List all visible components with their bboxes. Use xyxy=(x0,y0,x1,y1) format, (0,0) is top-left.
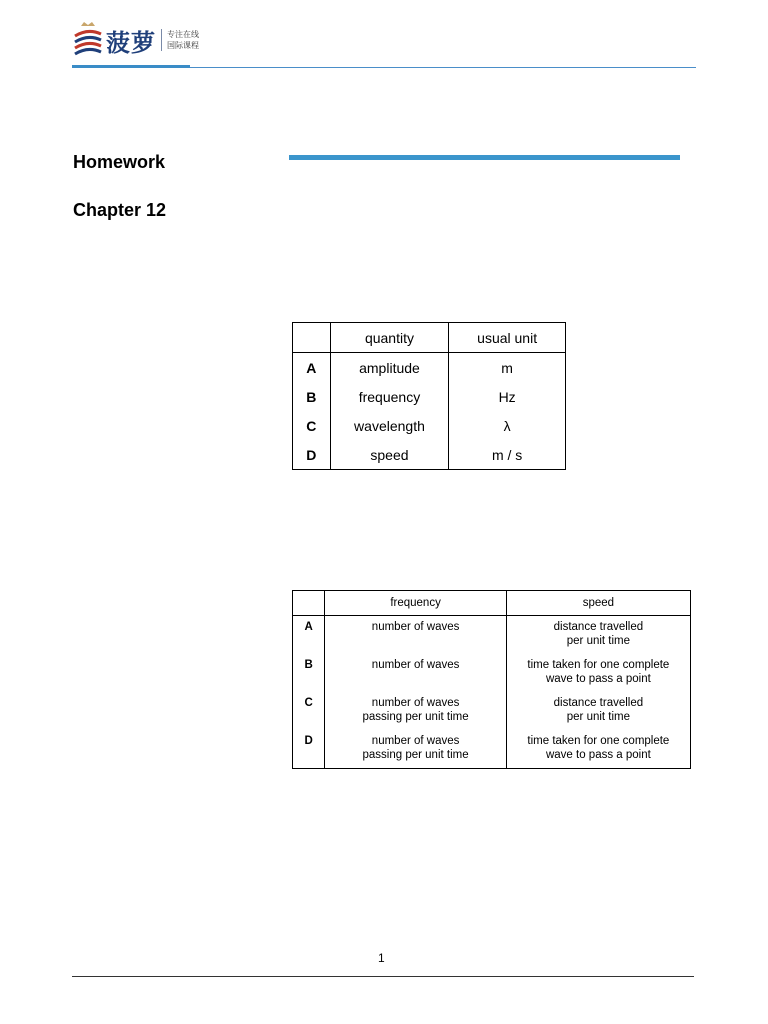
table-row xyxy=(293,730,691,769)
option-letter: A xyxy=(293,616,325,655)
table-header-cell: usual unit xyxy=(449,323,566,353)
speed-cell xyxy=(506,654,690,692)
frequency-line: number of waves xyxy=(371,735,460,747)
page-number: 1 xyxy=(378,951,385,965)
unit-cell: m xyxy=(501,359,513,376)
logo-divider xyxy=(161,29,162,51)
table-header-cell xyxy=(293,323,331,353)
option-letter: D xyxy=(293,730,325,769)
logo-tagline-line-2: 国际课程 xyxy=(167,41,199,50)
page-header xyxy=(72,18,696,70)
frequency-cell xyxy=(325,692,506,730)
speed-line: time taken for one complete xyxy=(527,735,670,747)
table-header-row xyxy=(293,591,691,616)
quantity-cell: speed xyxy=(330,440,449,470)
option-letter: C xyxy=(293,692,325,730)
title-accent-bar xyxy=(289,155,680,160)
frequency-speed-table xyxy=(292,590,691,769)
table-header-cell: frequency xyxy=(325,591,506,616)
footer-divider xyxy=(72,976,694,977)
speed-line: per unit time xyxy=(566,635,631,647)
quantity-cell: wavelength xyxy=(330,411,449,440)
table-header-cell: speed xyxy=(506,591,690,616)
frequency-cell xyxy=(325,616,506,655)
frequency-line: number of waves xyxy=(371,659,460,671)
header-accent xyxy=(72,65,190,68)
table-row xyxy=(293,382,566,411)
option-letter: D xyxy=(293,440,331,470)
table-header-cell: quantity xyxy=(330,323,449,353)
quantity-cell: amplitude xyxy=(330,353,449,383)
logo-name: 菠萝 xyxy=(106,27,156,57)
unit-cell: m / s xyxy=(491,446,523,463)
speed-cell xyxy=(506,692,690,730)
speed-line: wave to pass a point xyxy=(545,749,651,761)
frequency-line: passing per unit time xyxy=(362,749,469,761)
table-row xyxy=(293,654,691,692)
table-row xyxy=(293,353,566,383)
speed-cell xyxy=(506,730,690,769)
frequency-line: number of waves xyxy=(371,621,460,633)
option-letter: B xyxy=(293,382,331,411)
table-header-cell xyxy=(293,591,325,616)
chapter-title: Chapter 12 xyxy=(73,200,167,220)
speed-line: distance travelled xyxy=(553,697,644,709)
speed-line: per unit time xyxy=(566,711,631,723)
speed-line: wave to pass a point xyxy=(545,673,651,685)
quantity-unit-table xyxy=(292,322,566,470)
table-row xyxy=(293,616,691,655)
logo-emblem-icon xyxy=(72,20,104,60)
frequency-line: passing per unit time xyxy=(362,711,469,723)
option-letter: A xyxy=(293,353,331,383)
option-letter: C xyxy=(293,411,331,440)
table-header-row xyxy=(293,323,566,353)
quantity-cell: frequency xyxy=(330,382,449,411)
table-row xyxy=(293,440,566,470)
logo-tagline xyxy=(167,29,199,51)
table-row xyxy=(293,411,566,440)
table-row xyxy=(293,692,691,730)
option-letter: B xyxy=(293,654,325,692)
speed-line: distance travelled xyxy=(553,621,644,633)
logo-tagline-line-1: 专注在线 xyxy=(167,30,199,39)
frequency-cell xyxy=(325,730,506,769)
homework-title: Homework xyxy=(73,152,166,172)
speed-line: time taken for one complete xyxy=(527,659,670,671)
unit-cell: Hz xyxy=(498,388,516,405)
unit-cell: λ xyxy=(503,417,511,434)
frequency-cell xyxy=(325,654,506,692)
brand-logo xyxy=(72,18,199,62)
speed-cell xyxy=(506,616,690,655)
frequency-line: number of waves xyxy=(371,697,460,709)
